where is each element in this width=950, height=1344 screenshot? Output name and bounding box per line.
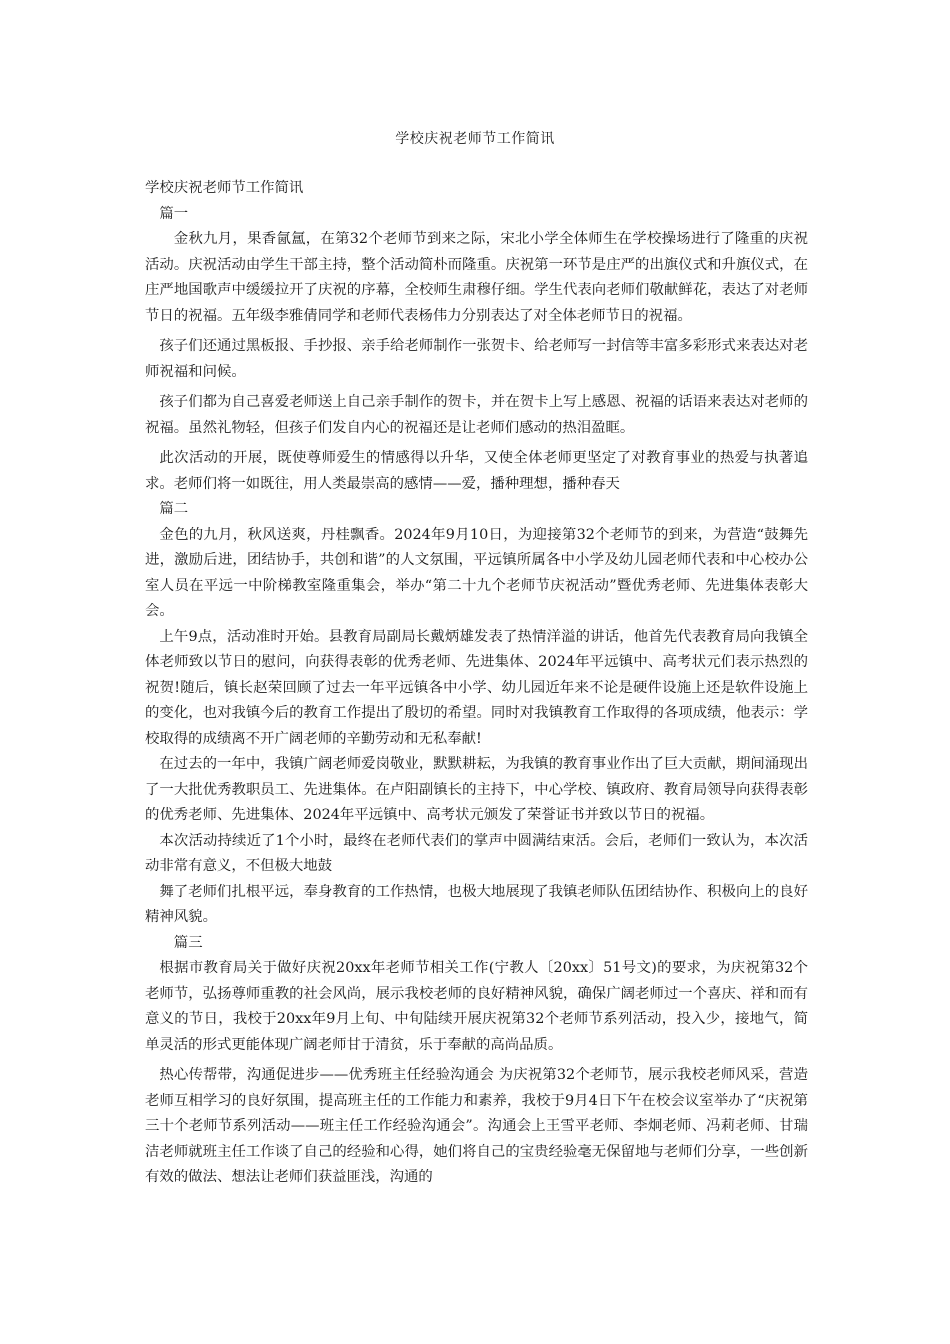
paragraph: 孩子们都为自己喜爱老师送上自己亲手制作的贺卡，并在贺卡上写上感恩、祝福的话语来表达对老师的祝福。虽然礼物轻，但孩子们发自内心的祝福还是让老师们感动的热泪盈眶。 bbox=[145, 394, 808, 436]
section-heading-2: 篇二 bbox=[159, 501, 189, 517]
section-heading-3: 篇三 bbox=[173, 934, 203, 951]
document-body bbox=[145, 176, 808, 1191]
paragraph: 热心传帮带，沟通促进步——优秀班主任经验沟通会 为庆祝第32个老师节，展示我校老师风采，营造老师互相学习的良好氛围，提高班主任的工作能力和素养，我校于9月4日下午在校会议室举办了“庆祝第三十个老师节系列活动——班主任工作经验沟通会”。沟通会上王雪平老师、李炯老师、冯莉老师、甘瑞洁老师就班主任工作谈了自己的经验和心得，她们将自己的宝贵经验毫无保留地与老师们分享，一些创新有效的做法、想法让老师们获益匪浅，沟通的 bbox=[145, 1067, 808, 1185]
paragraph: 孩子们还通过黑板报、手抄报、亲手给老师制作一张贺卡、给老师写一封信等丰富多彩形式来表达对老师祝福和问候。 bbox=[145, 338, 808, 380]
paragraph: 舞了老师们扎根平远，奉身教育的工作热情，也极大地展现了我镇老师队伍团结协作、积极向上的良好精神风貌。 bbox=[145, 883, 808, 925]
paragraph: 上午9点，活动准时开始。县教育局副局长戴炳雄发表了热情洋溢的讲话，他首先代表教育局向我镇全体老师致以节日的慰问，向获得表彰的优秀老师、先进集体、2024年平远镇中、高考状元们表示热烈的祝贺!随后，镇长赵荣回顾了过去一年平远镇各中小学、幼儿园近年来不论是硬件设施上还是软件设施上的变化，也对我镇今后的教育工作提出了殷切的希望。同时对我镇教育工作取得的各项成绩，他表示：学校取得的成绩离不开广阔老师的辛勤劳动和无私奉献! bbox=[145, 628, 808, 747]
paragraph: 金色的九月，秋风送爽，丹桂飘香。2024年9月10日，为迎接第32个老师节的到来，为营造“鼓舞先进，激励后进，团结协手，共创和谐”的人文氛围，平远镇所属各中小学及幼儿园老师代表和中心校办公室人员在平远一中阶梯教室隆重集会，举办“第二十九个老师节庆祝活动”暨优秀老师、先进集体表彰大会。 bbox=[145, 526, 808, 619]
paragraph: 根据市教育局关于做好庆祝20xx年老师节相关工作(宁教人〔20xx〕51号文)的要求，为庆祝第32个老师节，弘扬尊师重教的社会风尚，展示我校老师的良好精神风貌，确保广阔老师过一个喜庆、祥和而有意义的节日，我校于20xx年9月上旬、中旬陆续开展庆祝第32个老师节系列活动，投入少，接地气，简单灵活的形式更能体现广阔老师甘于清贫，乐于奉献的高尚品质。 bbox=[145, 960, 808, 1053]
section-heading-1: 篇一 bbox=[159, 205, 189, 222]
paragraph: 此次活动的开展，既使尊师爱生的情感得以升华，又使全体老师更坚定了对教育事业的热爱与执著追求。老师们将一如既往，用人类最崇高的感情——爱，播种理想，播种春天 bbox=[145, 450, 808, 492]
document-subtitle: 学校庆祝老师节工作简讯 bbox=[145, 180, 304, 196]
document-title: 学校庆祝老师节工作简讯 bbox=[395, 131, 555, 147]
paragraph: 金秋九月，果香氤氲，在第32个老师节到来之际，宋北小学全体师生在学校操场进行了隆重的庆祝活动。庆祝活动由学生干部主持，整个活动简朴而隆重。庆祝第一环节是庄严的出旗仪式和升旗仪式，在庄严地国歌声中缓缓拉开了庆祝的序幕，全校师生肃穆仔细。学生代表向老师们敬献鲜花，表达了对老师节日的祝福。五年级李雅倩同学和老师代表杨伟力分别表达了对全体老师节日的祝福。 bbox=[145, 231, 808, 324]
paragraph: 本次活动持续近了1个小时，最终在老师代表们的掌声中圆满结束活。会后，老师们一致认为，本次活动非常有意义，不但极大地鼓 bbox=[145, 832, 808, 874]
paragraph: 在过去的一年中，我镇广阔老师爱岗敬业，默默耕耘，为我镇的教育事业作出了巨大贡献，期间涌现出了一大批优秀教职员工、先进集体。在卢阳副镇长的主持下，中心学校、镇政府、教育局领导向获得表彰的优秀老师、先进集体、2024年平远镇中、高考状元颁发了荣誉证书并致以节日的祝福。 bbox=[145, 756, 808, 823]
